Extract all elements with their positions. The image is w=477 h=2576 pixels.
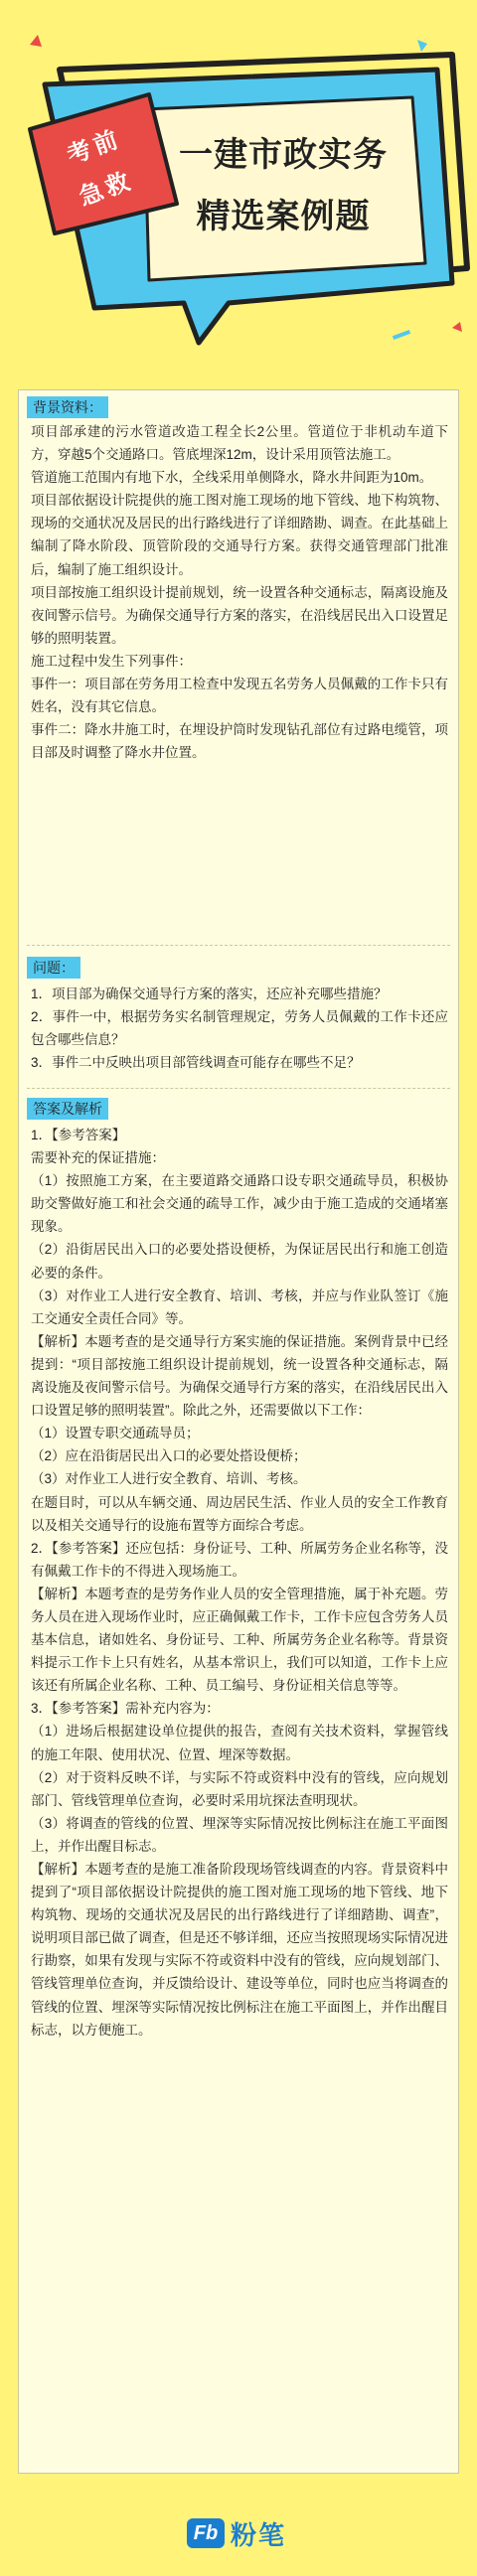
answer-paragraph: 2．【参考答案】还应包括：身份证号、工种、所属劳务企业名称等，没有佩戴工作卡的不得进入现场施工。 (31, 1540, 448, 1579)
background-paragraph: 项目部依据设计院提供的施工图对施工现场的地下管线、地下构筑物、现场的交通状况及居民的出行路线进行了详细踏勘、调查。在此基础上编制了降水阶段、顶管阶段的交通导行方案。获得交通管理部门批准后，编制了施工组织设计。 (31, 493, 448, 577)
fb-logo-icon: Fb (187, 2518, 225, 2548)
badge-line-2: 急救 (76, 167, 137, 212)
page-title-line-1: 一建市政实务 (179, 136, 388, 174)
answer-paragraph: 在题目时，可以从车辆交通、周边居民生活、作业人员的安全工作教育以及相关交通导行的设施布置等方面综合考虑。 (31, 1494, 448, 1533)
question-item: 1．项目部为确保交通导行方案的落实，还应补充哪些措施？ (31, 986, 388, 1001)
background-paragraph: 施工过程中发生下列事件： (31, 653, 192, 669)
answer-paragraph: （3）将调查的管线的位置、埋深等实际情况按比例标注在施工平面图上，并作出醒目标志。 (31, 1815, 448, 1854)
answer-paragraph: 需要补充的保证措施： (31, 1150, 165, 1166)
section-divider (27, 1088, 450, 1089)
answer-paragraph: 【解析】本题考查的是施工准备阶段现场管线调查的内容。背景资料中提到了“项目部依据设计院提供的施工图对施工现场的地下管线、地下构筑物、现场的交通状况及居民的出行路线进行了详细踏勘、调查”，说明项目部已做了调查，但是还不够详细，还应当按照现场实际情况进行勘察，如果有发现与实际不符或资料中没有的管线，应向规划部门、管线管理单位查询，并反馈给设计、建设等单位，同时也应当将调查的管线的位置、埋深等实际情况按比例标注在施工平面图上，并作出醒目标志，以方便施工。 (31, 1862, 448, 2038)
banner-graphic (0, 0, 477, 368)
section-divider (27, 945, 450, 946)
background-label: 背景资料： (27, 396, 108, 418)
answer-paragraph: 1．【参考答案】 (31, 1128, 126, 1142)
answer-paragraph: （2）应在沿街居民出入口的必要处搭设便桥； (31, 1448, 307, 1464)
answers-label: 答案及解析 (27, 1098, 108, 1120)
content-box (18, 389, 459, 2474)
answer-paragraph: （2）对于资料反映不详，与实际不符或资料中没有的管线，应向规划部门、管线管理单位查询，必要时采用坑探法查明现状。 (31, 1769, 448, 1808)
answer-paragraph: 3．【参考答案】需补充内容为： (31, 1701, 220, 1717)
background-paragraph: 项目部承建的污水管道改造工程全长2公里。管道位于非机动车道下方，穿越5个交通路口。管底埋深12m，设计采用顶管法施工。 (31, 424, 448, 463)
questions-body (19, 983, 458, 1074)
question-item: 3．事件二中反映出项目部管线调查可能存在哪些不足？ (31, 1055, 361, 1071)
answer-paragraph: 【解析】本题考查的是劳务作业人员的安全管理措施，属于补充题。劳务人员在进入现场作业时，应正确佩戴工作卡，工作卡应包含劳务人员基本信息，诸如姓名、身份证号、工种、所属劳务企业名称等。背景资料提示工作卡上只有姓名，从基本常识上，我们可以知道，工作卡上应该还有所属企业名称、工种、员工编号、身份证相关信息等等。 (31, 1586, 448, 1694)
answer-paragraph: 【解析】本题考查的是交通导行方案实施的保证措施。案例背景中已经提到：“项目部按施工组织设计提前规划，统一设置各种交通标志，隔离设施及夜间警示信号。为确保交通导行方案的落实，在沿线居民出入口设置足够的照明装置”。除此之外，还需要做以下工作： (31, 1333, 448, 1419)
answer-paragraph: （2）沿街居民出入口的必要处搭设便桥，为保证居民出行和施工创造必要的条件。 (31, 1242, 448, 1281)
answer-paragraph: （3）对作业工人进行安全教育、培训、考核。 (31, 1471, 307, 1487)
answer-paragraph: （1）设置专职交通疏导员； (31, 1426, 200, 1441)
background-paragraph: 管道施工范围内有地下水，全线采用单侧降水，降水井间距为10m。 (31, 470, 433, 486)
background-paragraph: 事件二：降水井施工时，在埋设护筒时发现钻孔部位有过路电缆管，项目部及时调整了降水井位置。 (31, 722, 448, 761)
answer-paragraph: （1）进场后根据建设单位提供的报告，查阅有关技术资料，掌握管线的施工年限、使用状况、位置、埋深等数据。 (31, 1724, 448, 1762)
answers-body (19, 1124, 458, 2042)
answer-paragraph: （3）对作业工人进行安全教育、培训、考核，并应与作业队签订《施工交通安全责任合同》等。 (31, 1288, 448, 1326)
brand-name: 粉笔 (231, 2519, 287, 2550)
background-paragraph: 事件一：项目部在劳务用工检查中发现五名劳务人员佩戴的工作卡只有姓名，没有其它信息。 (31, 677, 448, 715)
questions-label: 问题： (27, 957, 80, 979)
badge-line-1: 考前 (64, 125, 125, 170)
brand-logo (187, 2513, 286, 2553)
page-title-line-2: 精选案例题 (196, 198, 371, 235)
question-item: 2．事件一中，根据劳务实名制管理规定，劳务人员佩戴的工作卡还应包含哪些信息？ (31, 1009, 448, 1048)
answer-paragraph: （1）按照施工方案，在主要道路交通路口设专职交通疏导员，积极协助交警做好施工和社会交通的疏导工作，减少由于施工造成的交通堵塞现象。 (31, 1173, 448, 1235)
header-banner (0, 0, 477, 368)
background-body (19, 420, 458, 764)
background-paragraph: 项目部按施工组织设计提前规划，统一设置各种交通标志，隔离设施及夜间警示信号。为确保交通导行方案的落实，在沿线居民出入口设置足够的照明装置。 (31, 584, 448, 646)
